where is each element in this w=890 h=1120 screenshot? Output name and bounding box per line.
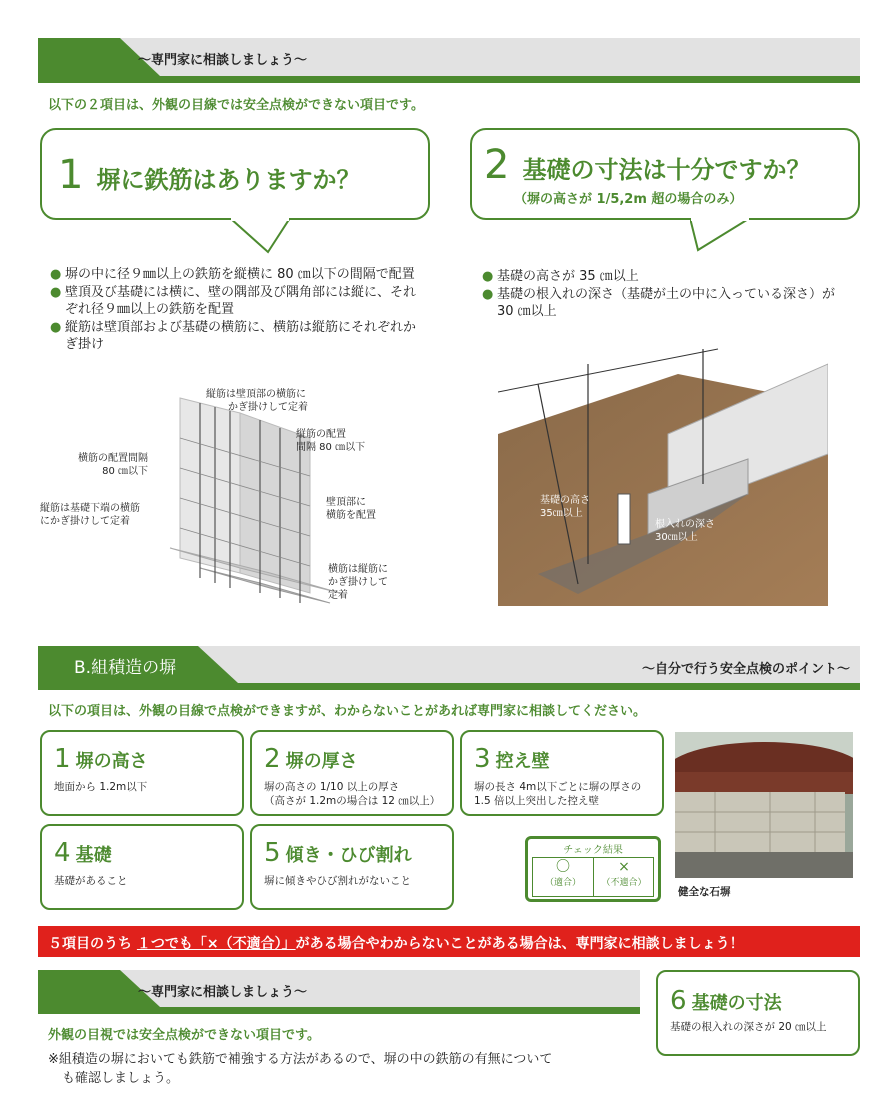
item2-title (484, 142, 811, 188)
check-card-title: 6 基礎の寸法 (670, 986, 782, 1016)
check-card-desc: 基礎があること (54, 875, 128, 887)
list-item: ● 壁頂及び基礎には横に、壁の隅部及び隅角部には縦に、それぞれ径９㎜以上の鉄筋を配置 (50, 285, 417, 317)
result-ng: × （不適合） (601, 859, 647, 888)
bottom-header-band (38, 970, 640, 1014)
check-card-title: 2 塀の厚さ (264, 744, 358, 774)
top-intro-text: 以下の２項目は、外観の目線では安全点検ができない項目です。 (48, 98, 424, 113)
item1-bubble-tail (230, 218, 300, 254)
check-card-title: 1 塀の高さ (54, 744, 148, 774)
item1-number: 1 (58, 152, 84, 198)
diagram-label-f: 横筋は縦筋に かぎ掛けして 定着 (328, 564, 388, 601)
diagram-label-e: 縦筋は基礎下端の横筋 にかぎ掛けして定着 (40, 503, 140, 527)
stone-wall-photo (675, 732, 853, 878)
item2-bubble-tail (690, 218, 760, 254)
diagram-label-c: 横筋の配置間隔 80 ㎝以下 (78, 453, 148, 477)
foundation-label-height: 基礎の高さ 35㎝以上 (540, 495, 590, 519)
bottom-note: ※組積造の塀においても鉄筋で補強する方法があるので、塀の中の鉄筋の有無について も確認しましょう。 (48, 1052, 553, 1086)
check-card-title: 4 基礎 (54, 838, 112, 868)
section-b-subtitle: ～自分で行う安全点検のポイント～ (641, 662, 850, 677)
diagram-label-a: 縦筋は壁頂部の横筋に かぎ掛けして定着 (206, 389, 308, 413)
check-card-4 (40, 824, 244, 910)
top-header-band (38, 38, 860, 83)
section-b-header-band (38, 646, 860, 690)
list-item: ● 基礎の根入れの深さ（基礎が土の中に入っている深さ）が 30 ㎝以上 (482, 287, 836, 319)
bottom-intro: 外観の目視では安全点検ができない項目です。 (48, 1028, 320, 1043)
item2-number: 2 (484, 142, 510, 188)
check-card-desc: 塀に傾きやひび割れがないこと (264, 875, 411, 887)
check-card-desc: 塀の高さの 1/10 以上の厚さ （高さが 1.2mの場合は 12 ㎝以上） (264, 781, 441, 807)
check-card-desc: 地面から 1.2m以下 (54, 781, 148, 793)
check-card-3 (460, 730, 664, 816)
list-item: ● 塀の中に径９㎜以上の鉄筋を縦横に 80 ㎝以下の間隔で配置 (50, 267, 415, 282)
warning-bar: ５項目のうち １つでも「×（不適合）」がある場合やわからないことがある場合は、専門家に相談しましょう！ (38, 926, 860, 957)
check-card-title: 3 控え壁 (474, 744, 550, 774)
foundation-diagram (498, 344, 828, 606)
check-card-1 (40, 730, 244, 816)
list-item: ● 基礎の高さが 35 ㎝以上 (482, 269, 639, 284)
check-card-6 (656, 970, 860, 1056)
check-card-desc: 基礎の根入れの深さが 20 ㎝以上 (670, 1021, 827, 1033)
result-ok: 〇 （適合） (544, 859, 581, 888)
item2-subtitle: （塀の高さが 1/5,2m 超の場合のみ） (514, 192, 743, 207)
section-b-intro: 以下の項目は、外観の目線で点検ができますが、わからないことがあれば専門家に相談してください。 (48, 704, 647, 719)
bottom-header-title: ～専門家に相談しましょう～ (138, 985, 308, 1000)
item2-bullets (482, 268, 852, 321)
check-result-box (525, 836, 661, 902)
item2-title-text: 基礎の寸法は十分ですか？ (522, 156, 811, 184)
check-card-5 (250, 824, 454, 910)
item1-bullets (50, 266, 420, 354)
check-card-title: 5 傾き・ひび割れ (264, 838, 412, 868)
check-result-title: チェック結果 (563, 845, 623, 856)
diagram-label-b: 縦筋の配置 間隔 80 ㎝以下 (296, 429, 366, 453)
check-card-2 (250, 730, 454, 816)
check-card-desc: 塀の長さ 4m以下ごとに塀の厚さの 1.5 倍以上突出した控え壁 (474, 781, 642, 807)
section-b-title: B.組積造の塀 (74, 658, 177, 678)
photo-caption: 健全な石塀 (678, 886, 731, 898)
check-result-grid (532, 857, 654, 897)
top-header-title: ～専門家に相談しましょう～ (138, 53, 308, 68)
foundation-label-depth: 根入れの深さ 30㎝以上 (655, 519, 715, 543)
item1-title (58, 152, 361, 198)
list-item: ● 縦筋は壁頂部および基礎の横筋に、横筋は縦筋にそれぞれかぎ掛け (50, 320, 417, 352)
diagram-label-d: 壁頂部に 横筋を配置 (326, 497, 376, 521)
item1-title-text: 塀に鉄筋はありますか？ (96, 166, 361, 194)
